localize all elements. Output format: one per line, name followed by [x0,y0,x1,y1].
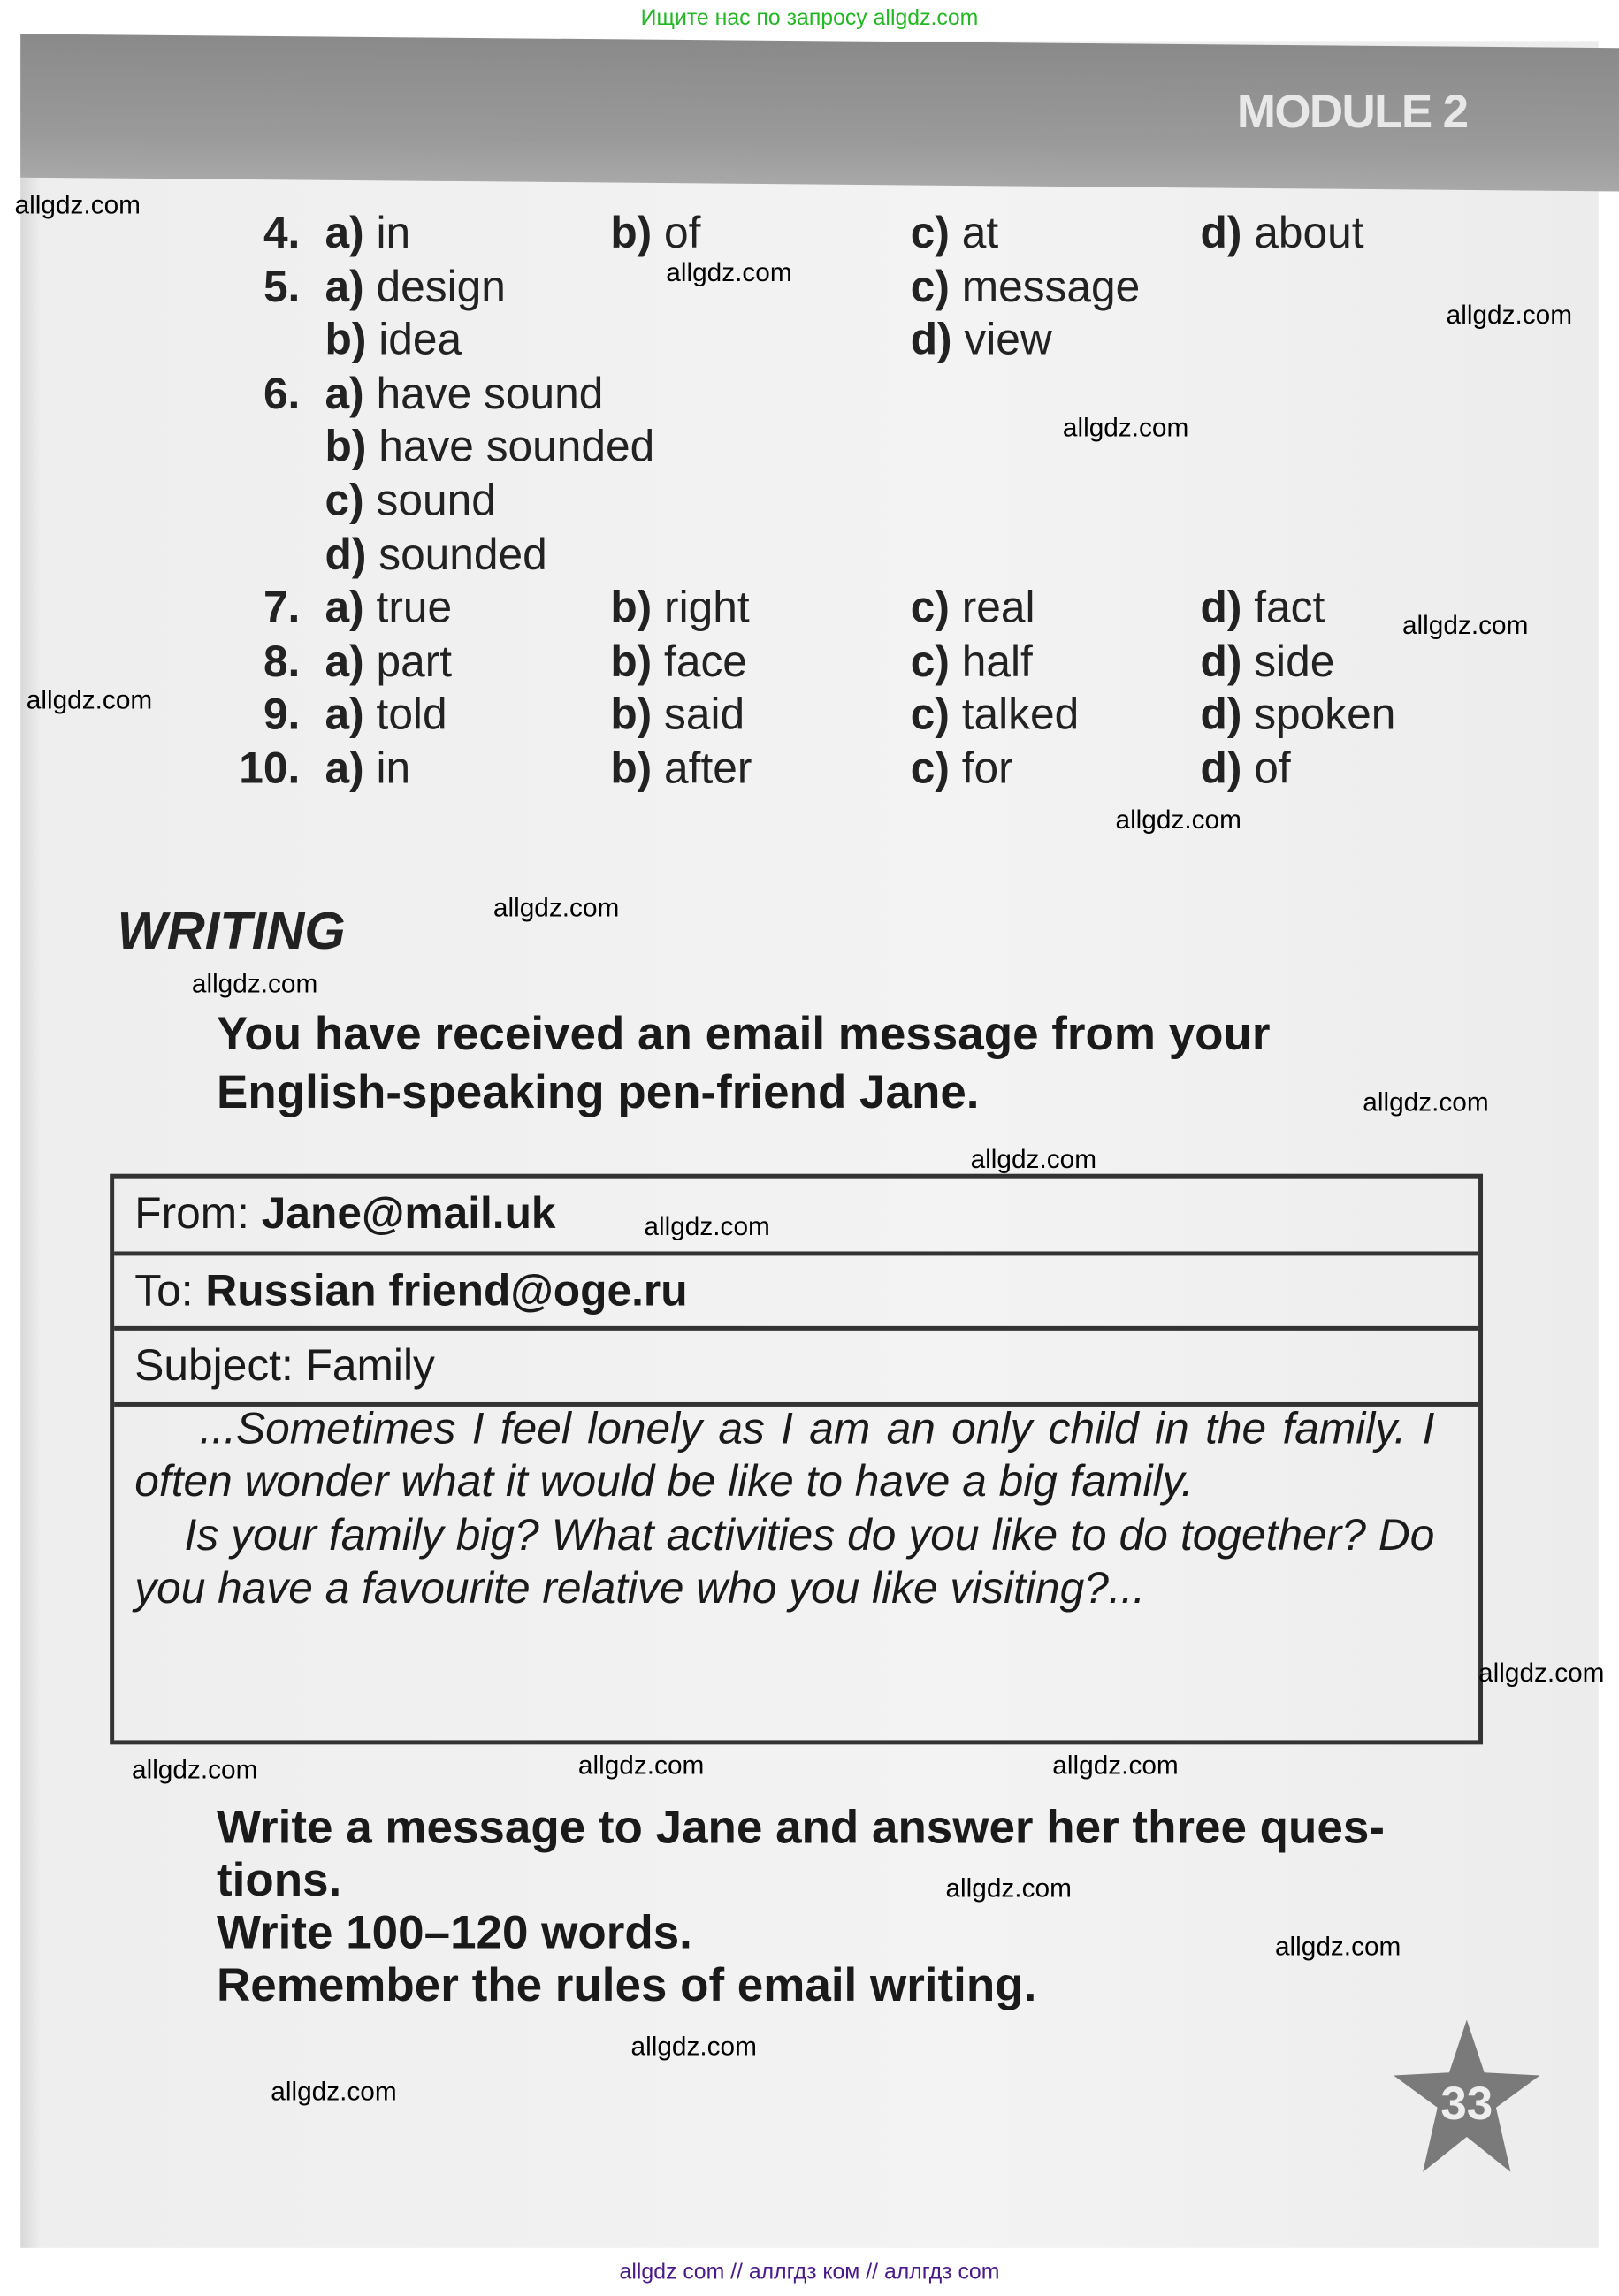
watermark-link[interactable]: allgdz.com [493,892,620,922]
email-body [134,1404,1434,1616]
option-letter: c) [910,637,950,687]
watermark-link[interactable]: allgdz.com [945,1873,1072,1903]
answer-option-b [325,422,655,475]
option-letter: b) [325,316,367,365]
option-text: have sound [376,370,604,419]
answer-option-b [610,690,745,743]
email-box [110,1174,1483,1745]
option-letter: d) [1200,744,1242,794]
email-subject-row [114,1331,1478,1407]
answer-option-d [1201,208,1364,261]
option-text: talked [961,691,1080,740]
option-text: fact [1254,584,1325,633]
email-to-row [114,1255,1478,1330]
watermark-link[interactable]: allgdz.com [271,2077,397,2107]
from-value: Jane@mail.uk [261,1189,556,1239]
watermark-link[interactable]: allgdz.com [1274,1932,1401,1962]
option-text: for [961,744,1013,794]
task-line: Remember the rules of email writing. [217,1958,1037,2011]
watermark-link[interactable]: allgdz.com [970,1144,1097,1174]
answer-option-d [1201,690,1396,743]
question-number: 5. [263,263,301,311]
watermark-link[interactable]: allgdz.com [1115,805,1241,835]
answer-option-c [911,744,1013,797]
option-text: said [664,691,745,740]
option-letter: c) [910,744,950,794]
option-text: have sounded [378,423,655,472]
option-letter: d) [1200,691,1242,740]
option-text: spoken [1254,691,1396,740]
answer-option-b [325,315,462,368]
answer-option-a [325,744,411,797]
watermark-link[interactable]: allgdz.com [14,190,141,220]
question-number: 8. [263,637,301,687]
option-text: design [376,263,506,311]
option-letter: c) [910,691,950,740]
answer-option-a [325,262,506,315]
module-title: MODULE 2 [1236,85,1468,138]
answer-option-a [325,208,411,261]
answer-option-a [325,690,447,743]
question-number: 7. [263,584,301,633]
question-number: 9. [263,691,301,740]
intro-line: English-speaking pen-friend Jane. [217,1065,980,1118]
task-line: Write a message to Jane and answer her three ques- [217,1800,1385,1853]
option-text: real [961,584,1035,633]
subject-value: Family [305,1342,435,1391]
answer-option-d [325,530,547,583]
email-from-row [114,1179,1478,1256]
option-text: true [376,584,453,633]
option-text: sound [376,477,496,526]
to-value: Russian friend@oge.ru [205,1267,688,1316]
watermark-link[interactable]: allgdz.com [1478,1658,1605,1688]
watermark-link[interactable]: allgdz.com [26,684,153,714]
answer-option-c [911,637,1033,690]
watermark-link[interactable]: allgdz.com [666,257,792,287]
option-letter: b) [610,209,653,258]
answer-option-a [325,369,604,422]
option-letter: d) [910,316,952,365]
option-letter: c) [325,477,364,526]
watermark-link[interactable]: allgdz.com [1363,1087,1489,1117]
from-label: From: [134,1189,249,1239]
option-letter: c) [910,209,950,258]
option-text: face [664,637,747,687]
top-banner[interactable]: Ищите нас по запросу allgdz.com [640,5,979,31]
watermark-link[interactable]: allgdz.com [1052,1750,1179,1781]
to-label: To: [134,1267,194,1316]
answer-option-d [1201,583,1325,636]
question-number: 10. [239,744,301,794]
option-letter: c) [910,263,950,311]
intro-line: You have received an email message from your [217,1006,1271,1060]
question-number: 4. [263,209,301,258]
option-text: at [961,209,999,258]
option-letter: d) [1200,209,1242,258]
answer-option-c [911,208,998,261]
option-text: after [664,744,752,794]
option-letter: b) [325,423,367,472]
option-letter: c) [910,584,950,633]
option-text: side [1254,637,1335,687]
subject-label: Subject: [134,1342,294,1391]
option-text: idea [378,316,462,365]
page-number: 33 [1440,2078,1493,2131]
answer-option-a [325,637,453,690]
option-letter: a) [325,637,364,687]
watermark-link[interactable]: allgdz.com [630,2031,757,2061]
email-paragraph: Is your family big? What activities do you like to do together? Do you have a favourite relative who you like visiting?... [134,1511,1435,1613]
answer-option-a [325,583,453,636]
option-letter: a) [325,584,364,633]
option-letter: d) [1200,584,1242,633]
answer-option-c [911,262,1141,315]
option-text: in [376,744,411,794]
answer-option-c [911,583,1035,636]
watermark-link[interactable]: allgdz.com [1401,610,1529,640]
option-letter: a) [325,209,364,258]
answer-option-d [1201,637,1335,690]
option-text: part [376,637,453,687]
watermark-link[interactable]: allgdz.com [1062,412,1189,442]
section-title: WRITING [117,900,346,961]
option-letter: a) [325,263,364,311]
option-text: view [964,316,1052,365]
watermark-link[interactable]: allgdz.com [191,968,318,999]
bottom-banner[interactable]: allgdz com // аллгдз ком // аллгдз com [619,2260,1000,2285]
option-text: in [376,209,411,258]
watermark-link[interactable]: allgdz.com [644,1211,770,1241]
answer-option-d [911,315,1052,368]
option-letter: b) [610,637,653,687]
option-text: about [1254,209,1364,258]
watermark-link[interactable]: allgdz.com [131,1754,258,1785]
answer-option-d [1201,744,1291,797]
option-text: told [376,691,447,740]
answer-option-c [911,690,1080,743]
option-text: message [961,263,1141,311]
option-text: sounded [378,530,547,579]
option-letter: b) [610,584,653,633]
option-text: right [664,584,750,633]
option-letter: a) [325,370,364,419]
page-number-star-icon [1394,2020,1540,2178]
option-letter: a) [325,691,364,740]
email-paragraph: ...Sometimes I feel lonely as I am an only child in the family. I often wonder what it would be like to have a big family. [134,1405,1435,1507]
answer-option-b [610,637,747,690]
option-letter: a) [325,744,364,794]
question-number: 6. [263,370,301,419]
watermark-link[interactable]: allgdz.com [577,1750,705,1781]
task-line: tions. [217,1852,342,1906]
answer-option-c [325,476,496,529]
option-text: half [961,637,1033,687]
option-text: of [1254,744,1291,794]
option-text: of [664,209,701,258]
option-letter: b) [610,691,653,740]
task-line: Write 100–120 words. [217,1905,692,1959]
answer-option-b [610,744,752,797]
option-letter: b) [610,744,653,794]
option-letter: d) [1200,637,1242,687]
option-letter: d) [325,530,367,579]
answer-option-b [610,583,749,636]
watermark-link[interactable]: allgdz.com [1446,300,1573,330]
answer-option-b [610,208,700,261]
